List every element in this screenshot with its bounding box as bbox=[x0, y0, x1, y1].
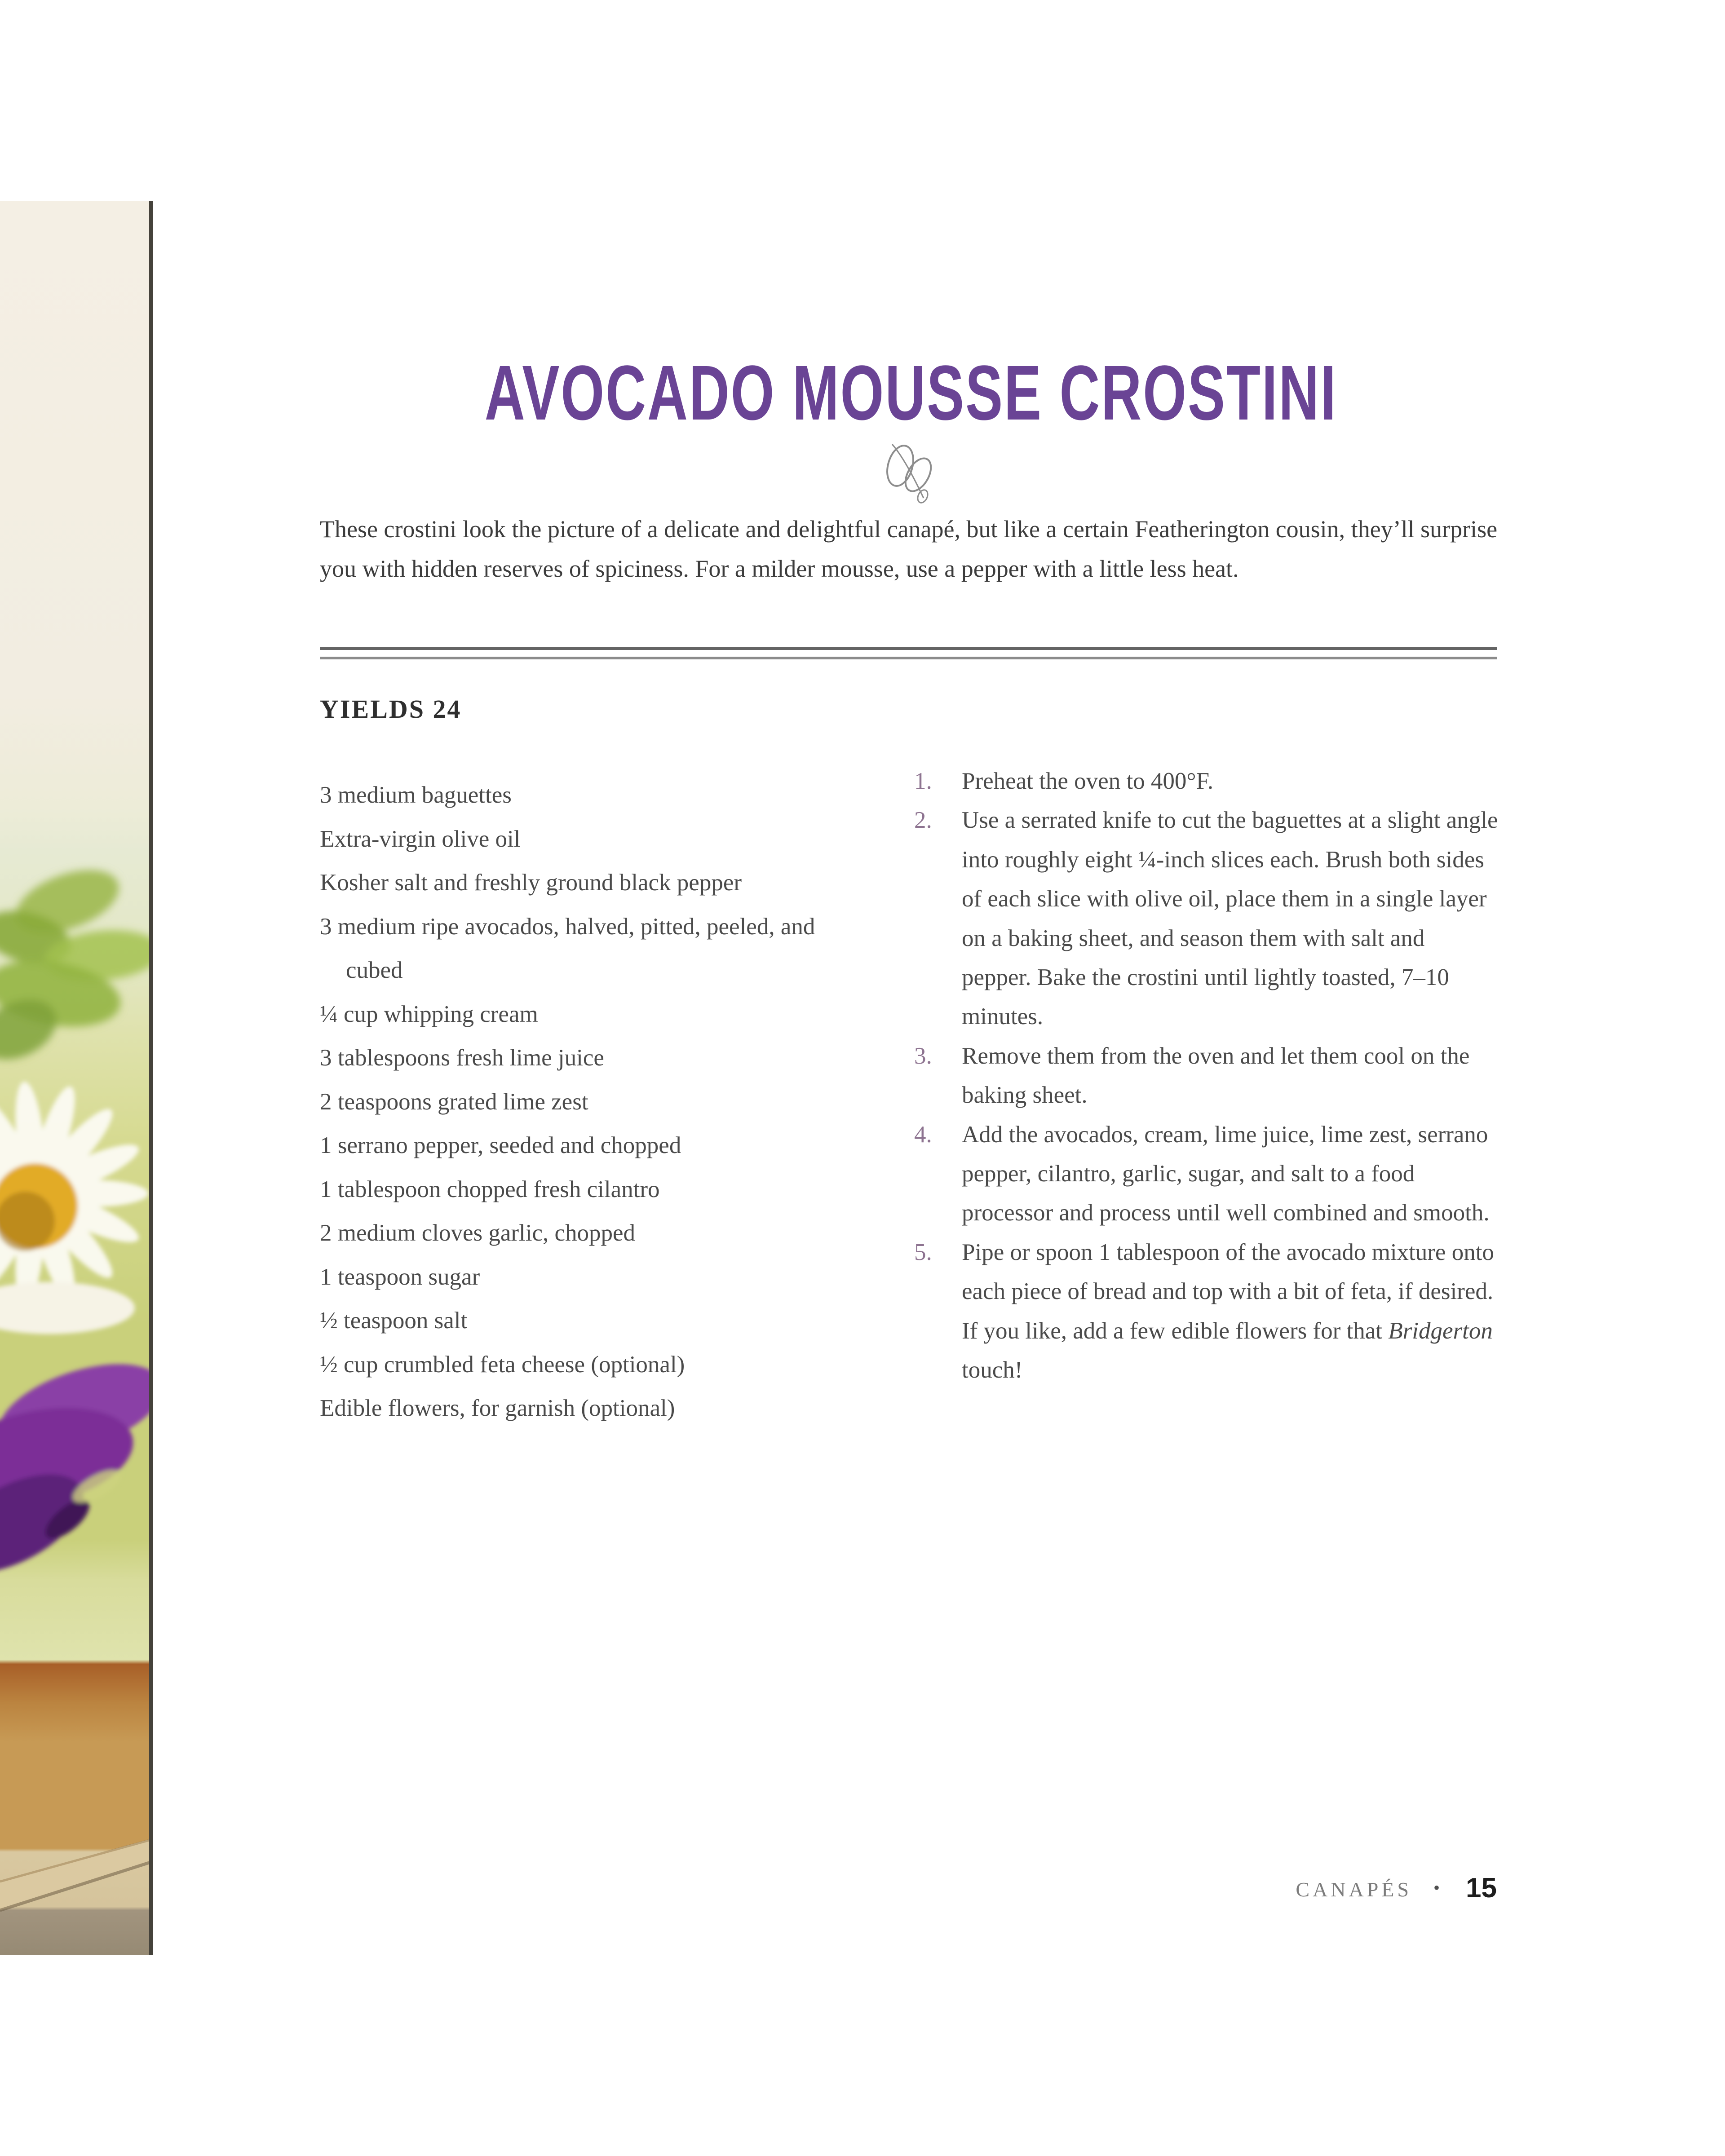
step-text: Preheat the oven to 400°F. bbox=[962, 768, 1214, 794]
steps-list bbox=[914, 762, 1498, 1390]
recipe-title: AVOCADO MOUSSE CROSTINI bbox=[484, 349, 1337, 436]
flourish-ornament-icon bbox=[872, 438, 944, 505]
footer-separator: • bbox=[1433, 1878, 1440, 1898]
step-text: Add the avocados, cream, lime juice, lime zest, serrano pepper, cilantro, garlic, sugar, and salt to a food processor and process until well combined and smooth. bbox=[962, 1121, 1490, 1226]
divider-rule bbox=[320, 647, 1497, 659]
toast-and-board bbox=[0, 1839, 149, 1910]
leaf-cluster bbox=[0, 858, 149, 1071]
step-item bbox=[914, 1037, 1498, 1115]
step-item bbox=[914, 762, 1498, 801]
step-item bbox=[914, 801, 1498, 1036]
step-number: 2. bbox=[914, 807, 932, 834]
ingredient-item: 3 medium baguettes bbox=[320, 782, 512, 808]
footer-page-number: 15 bbox=[1466, 1873, 1497, 1904]
ingredient-item: ½ cup crumbled feta cheese (optional) bbox=[320, 1351, 685, 1378]
step-text: Remove them from the oven and let them cool on the baking sheet. bbox=[962, 1043, 1470, 1109]
ingredient-item: 1 tablespoon chopped fresh cilantro bbox=[320, 1176, 660, 1202]
side-photo bbox=[0, 201, 153, 1955]
daisy-flower bbox=[0, 1080, 148, 1334]
ingredient-item: 1 serrano pepper, seeded and chopped bbox=[320, 1132, 681, 1158]
step-text: Use a serrated knife to cut the baguettes at a slight angle into roughly eight ¼-inch slices each. Brush both sides of each slice with olive oil, place them in a single layer on a baking sheet, and season them with salt and pepper. Bake the crostini until lightly toasted, 7–10 minutes. bbox=[962, 807, 1498, 1030]
step-text: Pipe or spoon 1 tablespoon of the avocado mixture onto each piece of bread and top with a bit of feta, if desired. If you like, add a few edible flowers for that Bridgerton touch! bbox=[962, 1239, 1494, 1383]
step-item bbox=[914, 1233, 1498, 1390]
ingredient-item: 2 teaspoons grated lime zest bbox=[320, 1088, 588, 1115]
ingredients-list bbox=[320, 773, 863, 1431]
ingredient-item: Edible flowers, for garnish (optional) bbox=[320, 1395, 675, 1421]
step-item bbox=[914, 1115, 1498, 1233]
recipe-intro: These crostini look the picture of a delicate and delightful canapé, but like a certain Featherington cousin, they’ll surprise you with hidden reserves of spiciness. For a milder mousse, use a pepper with a little less heat. bbox=[320, 516, 1498, 582]
yields-label: YIELDS 24 bbox=[320, 694, 462, 724]
ingredient-item: 3 medium ripe avocados, halved, pitted, peeled, and cubed bbox=[320, 913, 815, 983]
step-number: 5. bbox=[914, 1239, 932, 1265]
ingredient-item: Kosher salt and freshly ground black pepper bbox=[320, 870, 742, 896]
step-number: 4. bbox=[914, 1121, 932, 1148]
violet-flower bbox=[0, 1346, 149, 1593]
ingredient-item: 2 medium cloves garlic, chopped bbox=[320, 1220, 636, 1246]
footer-section-label: CANAPÉS bbox=[1296, 1878, 1412, 1901]
page-footer bbox=[320, 1872, 1497, 1904]
ingredient-item: 3 tablespoons fresh lime juice bbox=[320, 1045, 604, 1071]
ingredient-item: 1 teaspoon sugar bbox=[320, 1264, 480, 1290]
step-number: 1. bbox=[914, 768, 932, 794]
side-photo-art bbox=[0, 201, 149, 1955]
step-number: 3. bbox=[914, 1043, 932, 1069]
ingredient-item: ½ teaspoon salt bbox=[320, 1308, 468, 1334]
ingredient-item: Extra-virgin olive oil bbox=[320, 826, 521, 852]
ingredient-item: ¼ cup whipping cream bbox=[320, 1001, 538, 1027]
